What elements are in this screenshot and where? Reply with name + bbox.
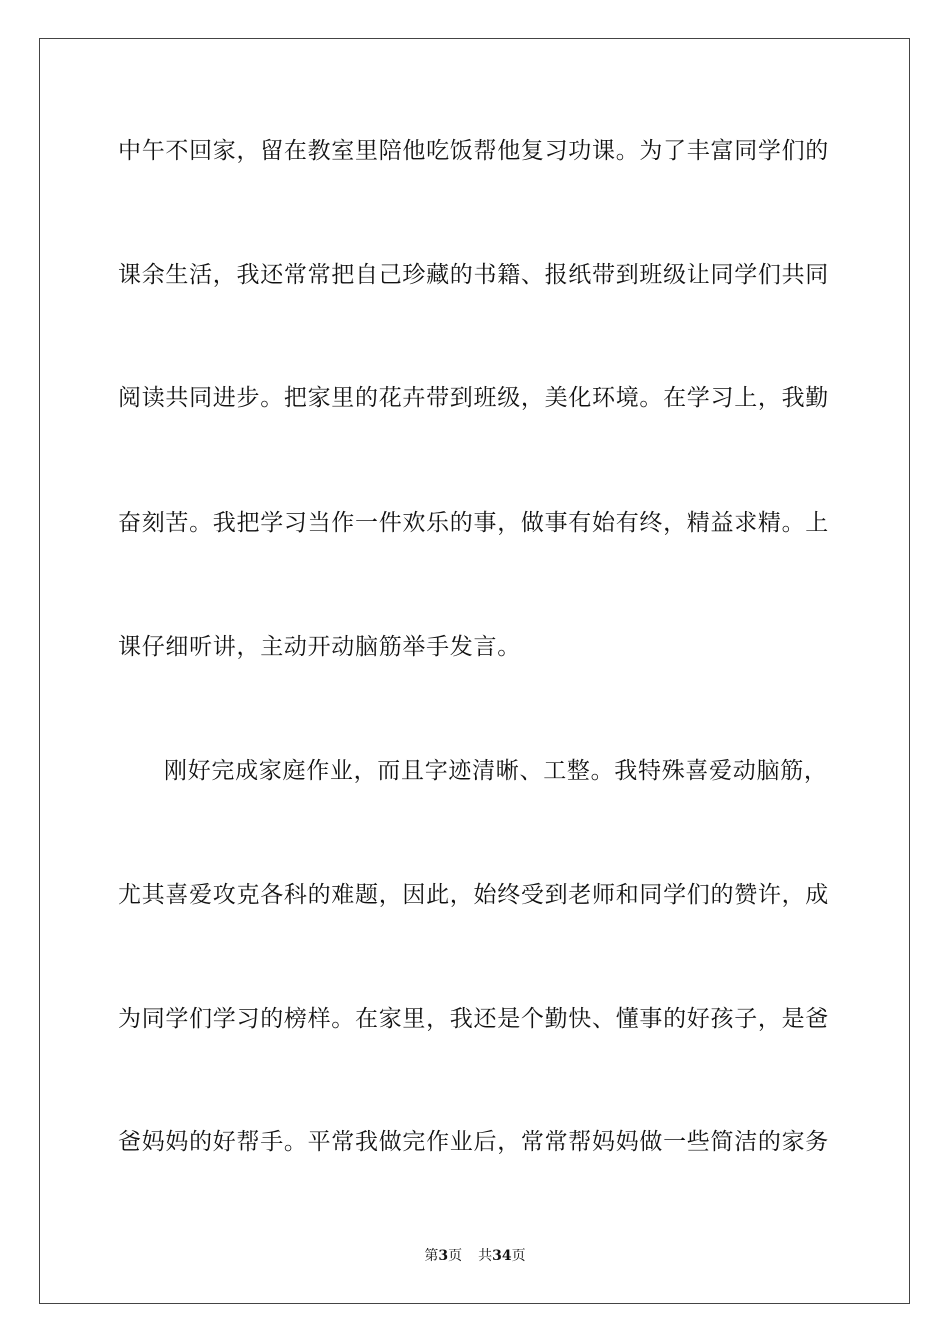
text-line: 奋刻苦。我把学习当作一件欢乐的事，做事有始有终，精益求精。上 xyxy=(118,510,829,536)
page-unit: 页 xyxy=(448,1248,463,1264)
page-footer xyxy=(0,1247,950,1265)
text-line-indented: 刚好完成家庭作业，而且字迹清晰、工整。我特殊喜爱动脑筋， xyxy=(164,758,828,784)
text-line: 为同学们学习的榜样。在家里，我还是个勤快、懂事的好孩子，是爸 xyxy=(118,1006,829,1032)
total-unit: 页 xyxy=(511,1248,526,1264)
total-page-number: 34 xyxy=(492,1248,512,1264)
page-border xyxy=(39,38,910,1304)
page-prefix: 第 xyxy=(424,1248,439,1264)
current-page-number: 3 xyxy=(438,1248,449,1264)
text-line: 阅读共同进步。把家里的花卉带到班级，美化环境。在学习上，我勤 xyxy=(118,385,829,411)
text-line: 中午不回家，留在教室里陪他吃饭帮他复习功课。为了丰富同学们的 xyxy=(118,138,829,164)
text-line: 课余生活，我还常常把自己珍藏的书籍、报纸带到班级让同学们共同 xyxy=(118,262,829,288)
text-line: 课仔细听讲，主动开动脑筋举手发言。 xyxy=(118,634,521,660)
total-prefix: 共 xyxy=(478,1248,493,1264)
text-line: 尤其喜爱攻克各科的难题，因此，始终受到老师和同学们的赞许，成 xyxy=(118,882,829,908)
text-line: 爸妈妈的好帮手。平常我做完作业后，常常帮妈妈做一些简洁的家务 xyxy=(118,1129,829,1155)
